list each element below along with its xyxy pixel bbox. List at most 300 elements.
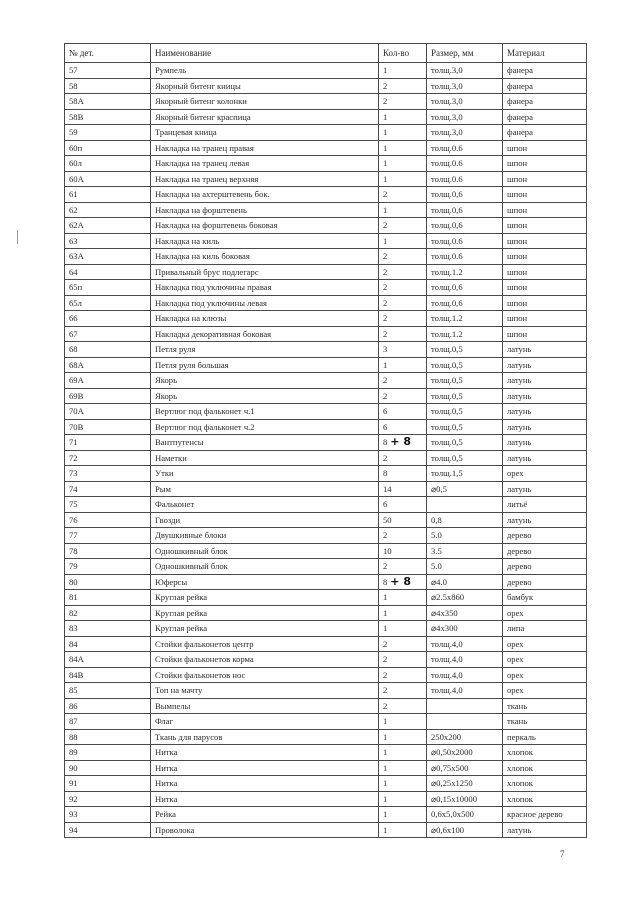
- material-cell: орех: [503, 652, 587, 668]
- quantity-cell: 2: [379, 78, 427, 94]
- quantity-cell: 3: [379, 342, 427, 358]
- table-row: [65, 822, 587, 838]
- part-number-cell: 60л: [65, 156, 151, 172]
- part-number-cell: 74: [65, 481, 151, 497]
- name-cell: Юферсы: [151, 574, 379, 590]
- name-cell: Флаг: [151, 714, 379, 730]
- quantity-cell: [379, 574, 427, 590]
- quantity-cell: 2: [379, 373, 427, 389]
- table-row: [65, 497, 587, 513]
- part-number-cell: 57: [65, 63, 151, 79]
- quantity-cell: 2: [379, 667, 427, 683]
- quantity-cell: 8: [379, 466, 427, 482]
- size-cell: толщ.0,5: [427, 404, 503, 420]
- quantity-cell: 2: [379, 698, 427, 714]
- name-cell: Якорь: [151, 373, 379, 389]
- quantity-cell: 2: [379, 280, 427, 296]
- part-number-cell: 69B: [65, 388, 151, 404]
- part-number-cell: 92: [65, 791, 151, 807]
- part-number-cell: 91: [65, 776, 151, 792]
- part-number-cell: 75: [65, 497, 151, 513]
- size-cell: толщ.0,6: [427, 218, 503, 234]
- size-cell: 5.0: [427, 559, 503, 575]
- size-cell: толщ.0.6: [427, 233, 503, 249]
- quantity-cell: 1: [379, 822, 427, 838]
- quantity-cell: 2: [379, 450, 427, 466]
- table-row: [65, 233, 587, 249]
- material-cell: орех: [503, 466, 587, 482]
- name-cell: Утки: [151, 466, 379, 482]
- name-cell: Стойки фальконетов корма: [151, 652, 379, 668]
- table-row: [65, 435, 587, 451]
- part-number-cell: 58B: [65, 109, 151, 125]
- size-cell: ⌀4.0: [427, 574, 503, 590]
- material-cell: ткань: [503, 714, 587, 730]
- name-cell: Двушкивные блоки: [151, 528, 379, 544]
- name-cell: Накладка под уключины левая: [151, 295, 379, 311]
- table-row: [65, 512, 587, 528]
- name-cell: Накладка на форштевень боковая: [151, 218, 379, 234]
- table-row: [65, 450, 587, 466]
- quantity-cell: 2: [379, 528, 427, 544]
- material-cell: латунь: [503, 342, 587, 358]
- size-cell: ⌀0,25x1250: [427, 776, 503, 792]
- size-cell: толщ.3,0: [427, 125, 503, 141]
- size-cell: толщ.1,5: [427, 466, 503, 482]
- part-number-cell: 85: [65, 683, 151, 699]
- material-cell: латунь: [503, 373, 587, 389]
- material-cell: латунь: [503, 357, 587, 373]
- name-cell: Нитка: [151, 776, 379, 792]
- quantity-cell: [379, 435, 427, 451]
- quantity-cell: 2: [379, 683, 427, 699]
- size-cell: толщ.4,0: [427, 667, 503, 683]
- quantity-cell: 10: [379, 543, 427, 559]
- quantity-cell: 6: [379, 404, 427, 420]
- quantity-cell: 1: [379, 125, 427, 141]
- table-row: [65, 729, 587, 745]
- table-row: [65, 249, 587, 265]
- material-cell: красное дерево: [503, 807, 587, 823]
- header-material: Материал: [503, 44, 587, 63]
- table-row: [65, 528, 587, 544]
- name-cell: Вымпелы: [151, 698, 379, 714]
- table-row: [65, 466, 587, 482]
- size-cell: толщ.0,5: [427, 450, 503, 466]
- table-row: [65, 187, 587, 203]
- material-cell: шпон: [503, 311, 587, 327]
- material-cell: шпон: [503, 218, 587, 234]
- material-cell: шпон: [503, 156, 587, 172]
- material-cell: латунь: [503, 481, 587, 497]
- header-quantity: Кол-во: [379, 44, 427, 63]
- part-number-cell: 79: [65, 559, 151, 575]
- name-cell: Накладка на транец верхняя: [151, 171, 379, 187]
- table-header-row: [65, 44, 587, 63]
- size-cell: ⌀4x350: [427, 605, 503, 621]
- size-cell: толщ.0,6: [427, 280, 503, 296]
- size-cell: 0,6x5,0x500: [427, 807, 503, 823]
- name-cell: Стойки фальконетов центр: [151, 636, 379, 652]
- quantity-cell: 1: [379, 590, 427, 606]
- quantity-cell: 2: [379, 388, 427, 404]
- table-row: [65, 760, 587, 776]
- material-cell: латунь: [503, 512, 587, 528]
- size-cell: 0,8: [427, 512, 503, 528]
- quantity-cell: 6: [379, 419, 427, 435]
- name-cell: Накладка на форштевень: [151, 202, 379, 218]
- table-row: [65, 574, 587, 590]
- quantity-cell: 1: [379, 605, 427, 621]
- part-number-cell: 83: [65, 621, 151, 637]
- quantity-cell: 1: [379, 745, 427, 761]
- name-cell: Петля руля: [151, 342, 379, 358]
- table-row: [65, 94, 587, 110]
- size-cell: толщ.0,5: [427, 435, 503, 451]
- name-cell: Накладка на транец левая: [151, 156, 379, 172]
- part-number-cell: 93: [65, 807, 151, 823]
- size-cell: 3.5: [427, 543, 503, 559]
- name-cell: Румпель: [151, 63, 379, 79]
- part-number-cell: 66: [65, 311, 151, 327]
- name-cell: Гвозди: [151, 512, 379, 528]
- size-cell: ⌀0,15x10000: [427, 791, 503, 807]
- material-cell: орех: [503, 636, 587, 652]
- material-cell: дерево: [503, 543, 587, 559]
- quantity-cell: 1: [379, 791, 427, 807]
- size-cell: толщ.0,5: [427, 373, 503, 389]
- part-number-cell: 72: [65, 450, 151, 466]
- name-cell: Нитка: [151, 791, 379, 807]
- quantity-cell: 2: [379, 559, 427, 575]
- part-number-cell: 64: [65, 264, 151, 280]
- handwritten-quantity-note: + 8: [390, 435, 411, 449]
- material-cell: шпон: [503, 233, 587, 249]
- material-cell: дерево: [503, 528, 587, 544]
- quantity-cell: 1: [379, 729, 427, 745]
- name-cell: Накладка под уключины правая: [151, 280, 379, 296]
- material-cell: перкаль: [503, 729, 587, 745]
- table-row: [65, 605, 587, 621]
- material-cell: шпон: [503, 280, 587, 296]
- table-row: [65, 171, 587, 187]
- material-cell: шпон: [503, 187, 587, 203]
- table-row: [65, 543, 587, 559]
- part-number-cell: 81: [65, 590, 151, 606]
- quantity-cell: 1: [379, 63, 427, 79]
- part-number-cell: 89: [65, 745, 151, 761]
- material-cell: шпон: [503, 140, 587, 156]
- part-number-cell: 65л: [65, 295, 151, 311]
- table-row: [65, 202, 587, 218]
- size-cell: толщ.3,0: [427, 94, 503, 110]
- part-number-cell: 84B: [65, 667, 151, 683]
- part-number-cell: 62A: [65, 218, 151, 234]
- size-cell: толщ.1.2: [427, 326, 503, 342]
- material-cell: орех: [503, 605, 587, 621]
- table-row: [65, 481, 587, 497]
- material-cell: орех: [503, 667, 587, 683]
- quantity-cell: 2: [379, 311, 427, 327]
- material-cell: латунь: [503, 822, 587, 838]
- material-cell: латунь: [503, 388, 587, 404]
- material-cell: шпон: [503, 171, 587, 187]
- header-part-number: № дет.: [65, 44, 151, 63]
- table-row: [65, 683, 587, 699]
- name-cell: Накладка декоративная боковая: [151, 326, 379, 342]
- name-cell: Накладка на киль: [151, 233, 379, 249]
- size-cell: толщ.4,0: [427, 636, 503, 652]
- material-cell: латунь: [503, 435, 587, 451]
- material-cell: шпон: [503, 295, 587, 311]
- material-cell: бамбук: [503, 590, 587, 606]
- part-number-cell: 61: [65, 187, 151, 203]
- table-row: [65, 311, 587, 327]
- table-row: [65, 807, 587, 823]
- table-row: [65, 714, 587, 730]
- size-cell: толщ.4,0: [427, 683, 503, 699]
- table-row: [65, 419, 587, 435]
- material-cell: хлопок: [503, 776, 587, 792]
- size-cell: толщ.3,0: [427, 63, 503, 79]
- size-cell: толщ.0,5: [427, 342, 503, 358]
- header-name: Наименование: [151, 44, 379, 63]
- material-cell: фанера: [503, 125, 587, 141]
- name-cell: Рым: [151, 481, 379, 497]
- name-cell: Накладка на ахтерштевень бок.: [151, 187, 379, 203]
- table-row: [65, 140, 587, 156]
- material-cell: фанера: [503, 78, 587, 94]
- name-cell: Вантпутенсы: [151, 435, 379, 451]
- part-number-cell: 94: [65, 822, 151, 838]
- table-row: [65, 295, 587, 311]
- material-cell: дерево: [503, 559, 587, 575]
- quantity-cell: 2: [379, 295, 427, 311]
- size-cell: ⌀0,6x100: [427, 822, 503, 838]
- table-row: [65, 667, 587, 683]
- part-number-cell: 78: [65, 543, 151, 559]
- material-cell: ткань: [503, 698, 587, 714]
- table-row: [65, 791, 587, 807]
- material-cell: латунь: [503, 450, 587, 466]
- size-cell: толщ.3,0: [427, 109, 503, 125]
- size-cell: толщ.0,5: [427, 357, 503, 373]
- name-cell: Якорный битенг кницы: [151, 78, 379, 94]
- table-row: [65, 621, 587, 637]
- quantity-cell: 2: [379, 636, 427, 652]
- table-row: [65, 652, 587, 668]
- name-cell: Вертлюг под фальконет ч.1: [151, 404, 379, 420]
- table-row: [65, 404, 587, 420]
- table-row: [65, 698, 587, 714]
- part-number-cell: 82: [65, 605, 151, 621]
- quantity-cell: 2: [379, 218, 427, 234]
- material-cell: хлопок: [503, 760, 587, 776]
- name-cell: Якорь: [151, 388, 379, 404]
- material-cell: орех: [503, 683, 587, 699]
- part-number-cell: 58: [65, 78, 151, 94]
- quantity-cell: 1: [379, 140, 427, 156]
- size-cell: толщ.0.6: [427, 171, 503, 187]
- part-number-cell: 69A: [65, 373, 151, 389]
- size-cell: 5.0: [427, 528, 503, 544]
- quantity-cell: 1: [379, 776, 427, 792]
- part-number-cell: 63: [65, 233, 151, 249]
- page-number: 7: [560, 849, 565, 859]
- quantity-cell: 1: [379, 714, 427, 730]
- part-number-cell: 84A: [65, 652, 151, 668]
- table-row: [65, 109, 587, 125]
- size-cell: толщ.0.6: [427, 140, 503, 156]
- size-cell: [427, 698, 503, 714]
- name-cell: Рейка: [151, 807, 379, 823]
- table-row: [65, 636, 587, 652]
- material-cell: фанера: [503, 63, 587, 79]
- quantity-cell: 1: [379, 202, 427, 218]
- name-cell: Транцевая кница: [151, 125, 379, 141]
- part-number-cell: 87: [65, 714, 151, 730]
- quantity-cell: 1: [379, 807, 427, 823]
- name-cell: Петля руля большая: [151, 357, 379, 373]
- size-cell: ⌀4x300: [427, 621, 503, 637]
- name-cell: Одношкивный блок: [151, 559, 379, 575]
- quantity-value: 8: [383, 437, 388, 448]
- quantity-cell: 1: [379, 760, 427, 776]
- size-cell: толщ.0,6: [427, 187, 503, 203]
- part-number-cell: 62: [65, 202, 151, 218]
- size-cell: ⌀0,50x2000: [427, 745, 503, 761]
- size-cell: толщ.0,5: [427, 388, 503, 404]
- name-cell: Одношкивный блок: [151, 543, 379, 559]
- part-number-cell: 68A: [65, 357, 151, 373]
- header-size: Размер, мм: [427, 44, 503, 63]
- part-number-cell: 90: [65, 760, 151, 776]
- table-row: [65, 388, 587, 404]
- name-cell: Привальный брус подлегарс: [151, 264, 379, 280]
- quantity-cell: 2: [379, 94, 427, 110]
- material-cell: латунь: [503, 404, 587, 420]
- table-row: [65, 373, 587, 389]
- name-cell: Накладка на клюзы: [151, 311, 379, 327]
- table-row: [65, 342, 587, 358]
- size-cell: ⌀0,75x500: [427, 760, 503, 776]
- table-row: [65, 559, 587, 575]
- size-cell: толщ.0.6: [427, 156, 503, 172]
- name-cell: Накладка на транец правая: [151, 140, 379, 156]
- part-number-cell: 70A: [65, 404, 151, 420]
- table-row: [65, 745, 587, 761]
- name-cell: Якорный битенг колонки: [151, 94, 379, 110]
- part-number-cell: 73: [65, 466, 151, 482]
- name-cell: Фальконет: [151, 497, 379, 513]
- name-cell: Вертлюг под фальконет ч.2: [151, 419, 379, 435]
- part-number-cell: 67: [65, 326, 151, 342]
- quantity-cell: 2: [379, 187, 427, 203]
- name-cell: Наметки: [151, 450, 379, 466]
- table-row: [65, 78, 587, 94]
- name-cell: Якорный битенг краспица: [151, 109, 379, 125]
- part-number-cell: 59: [65, 125, 151, 141]
- part-number-cell: 68: [65, 342, 151, 358]
- quantity-cell: 2: [379, 249, 427, 265]
- name-cell: Проволока: [151, 822, 379, 838]
- size-cell: 250x200: [427, 729, 503, 745]
- name-cell: Круглая рейка: [151, 605, 379, 621]
- size-cell: толщ.1.2: [427, 311, 503, 327]
- name-cell: Нитка: [151, 745, 379, 761]
- quantity-cell: 50: [379, 512, 427, 528]
- material-cell: шпон: [503, 326, 587, 342]
- table-row: [65, 776, 587, 792]
- name-cell: Топ на мачту: [151, 683, 379, 699]
- name-cell: Накладка на киль боковая: [151, 249, 379, 265]
- quantity-cell: 2: [379, 652, 427, 668]
- part-number-cell: 70B: [65, 419, 151, 435]
- part-number-cell: 86: [65, 698, 151, 714]
- quantity-cell: 1: [379, 357, 427, 373]
- size-cell: ⌀0,5: [427, 481, 503, 497]
- quantity-cell: 1: [379, 109, 427, 125]
- size-cell: толщ.0,6: [427, 295, 503, 311]
- table-row: [65, 264, 587, 280]
- material-cell: латунь: [503, 419, 587, 435]
- name-cell: Круглая рейка: [151, 621, 379, 637]
- quantity-cell: 14: [379, 481, 427, 497]
- part-number-cell: 60A: [65, 171, 151, 187]
- part-number-cell: 60п: [65, 140, 151, 156]
- part-number-cell: 76: [65, 512, 151, 528]
- material-cell: шпон: [503, 249, 587, 265]
- quantity-cell: 6: [379, 497, 427, 513]
- material-cell: фанера: [503, 94, 587, 110]
- table-row: [65, 590, 587, 606]
- part-number-cell: 88: [65, 729, 151, 745]
- part-number-cell: 84: [65, 636, 151, 652]
- handwritten-quantity-note: + 8: [390, 574, 411, 588]
- size-cell: толщ.0,5: [427, 419, 503, 435]
- table-row: [65, 326, 587, 342]
- material-cell: шпон: [503, 264, 587, 280]
- material-cell: фанера: [503, 109, 587, 125]
- quantity-cell: 2: [379, 326, 427, 342]
- table-row: [65, 125, 587, 141]
- table-row: [65, 156, 587, 172]
- size-cell: толщ.3,0: [427, 78, 503, 94]
- table-body: [65, 63, 587, 838]
- table-row: [65, 280, 587, 296]
- name-cell: Нитка: [151, 760, 379, 776]
- part-number-cell: 71: [65, 435, 151, 451]
- size-cell: ⌀2.5x860: [427, 590, 503, 606]
- quantity-cell: 1: [379, 621, 427, 637]
- margin-mark: [17, 230, 18, 244]
- table-row: [65, 357, 587, 373]
- table-row: [65, 63, 587, 79]
- size-cell: толщ.0.6: [427, 249, 503, 265]
- part-number-cell: 65п: [65, 280, 151, 296]
- quantity-cell: 1: [379, 233, 427, 249]
- name-cell: Ткань для парусов: [151, 729, 379, 745]
- material-cell: хлопок: [503, 745, 587, 761]
- part-number-cell: 58A: [65, 94, 151, 110]
- size-cell: толщ.1.2: [427, 264, 503, 280]
- parts-table: [64, 43, 587, 838]
- material-cell: дерево: [503, 574, 587, 590]
- table-row: [65, 218, 587, 234]
- quantity-cell: 1: [379, 171, 427, 187]
- material-cell: хлопок: [503, 791, 587, 807]
- part-number-cell: 77: [65, 528, 151, 544]
